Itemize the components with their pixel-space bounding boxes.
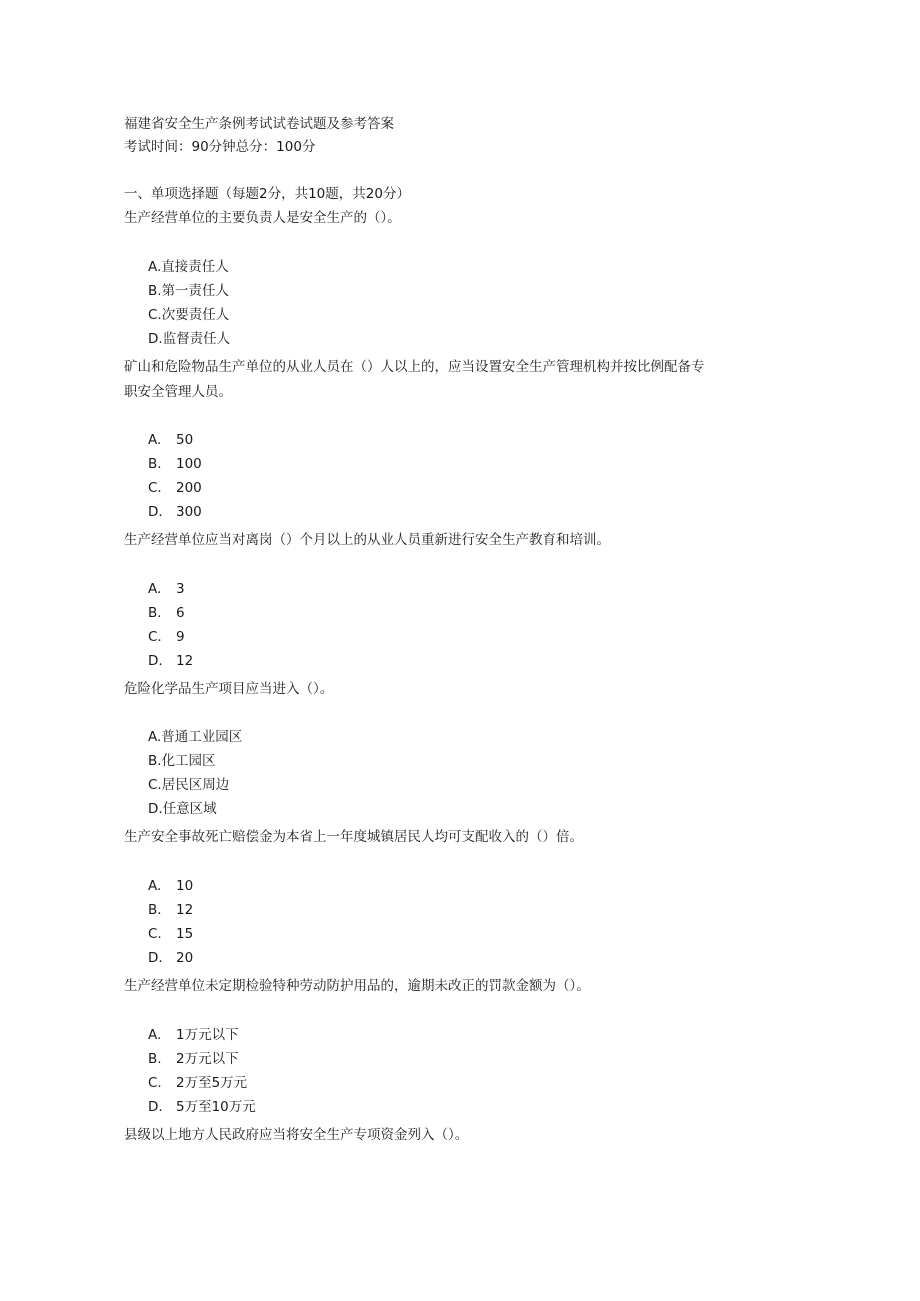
- option-b: [148, 751, 216, 771]
- option-letter: C.: [148, 307, 162, 323]
- option-letter: B.: [148, 753, 162, 769]
- option-text: 15: [176, 926, 194, 942]
- question-stem: 矿山和危险物品生产单位的从业人员在（）人以上的，应当设置安全生产管理机构并按比例配备专: [124, 359, 705, 375]
- option-b: [148, 281, 229, 301]
- option-b: [148, 603, 185, 623]
- option-a: [148, 257, 229, 277]
- option-text: 次要责任人: [161, 307, 230, 323]
- option-text: 2万至5万元: [176, 1075, 248, 1091]
- option-letter: C.: [148, 777, 162, 793]
- option-text: 6: [176, 605, 185, 621]
- question-stem-continuation: 职安全管理人员。: [124, 384, 232, 400]
- option-text: 居民区周边: [161, 777, 230, 793]
- option-d: [148, 799, 217, 819]
- option-letter: A.: [148, 432, 162, 448]
- option-d: [148, 1097, 256, 1117]
- option-text: 第一责任人: [161, 283, 230, 299]
- option-d: [148, 329, 230, 349]
- option-letter: A.: [148, 581, 162, 597]
- option-text: 12: [176, 902, 194, 918]
- option-text: 300: [176, 504, 202, 520]
- option-a: [148, 1025, 239, 1045]
- question-stem: 县级以上地方人民政府应当将安全生产专项资金列入（）。: [124, 1127, 469, 1143]
- option-letter: C.: [148, 629, 162, 645]
- option-c: [148, 924, 193, 944]
- option-text: 2万元以下: [176, 1051, 239, 1067]
- option-b: [148, 454, 202, 474]
- option-b: [148, 900, 193, 920]
- option-text: 直接责任人: [161, 259, 229, 275]
- option-c: [148, 775, 229, 795]
- question-stem: 生产经营单位的主要负责人是安全生产的（）。: [124, 210, 401, 226]
- option-c: [148, 478, 202, 498]
- option-letter: D.: [148, 331, 163, 347]
- option-letter: D.: [148, 801, 163, 817]
- option-letter: A.: [148, 259, 162, 275]
- option-letter: B.: [148, 283, 162, 299]
- option-text: 5万至10万元: [176, 1099, 256, 1115]
- option-text: 监督责任人: [162, 331, 231, 347]
- option-a: [148, 876, 193, 896]
- option-text: 10: [176, 878, 194, 894]
- option-text: 12: [176, 653, 194, 669]
- option-a: [148, 579, 185, 599]
- option-letter: C.: [148, 480, 162, 496]
- option-text: 100: [176, 456, 202, 472]
- option-letter: B.: [148, 1051, 162, 1067]
- option-letter: C.: [148, 926, 162, 942]
- option-letter: A.: [148, 878, 162, 894]
- option-text: 20: [176, 950, 194, 966]
- option-d: [148, 502, 202, 522]
- option-text: 任意区域: [162, 801, 217, 817]
- section-heading: 一、单项选择题（每题2分，共10题，共20分）: [124, 186, 410, 202]
- option-text: 化工园区: [161, 753, 216, 769]
- option-a: [148, 727, 242, 747]
- option-letter: D.: [148, 950, 163, 966]
- option-text: 3: [176, 581, 185, 597]
- option-text: 普通工业园区: [161, 729, 243, 745]
- option-a: [148, 430, 193, 450]
- option-letter: D.: [148, 504, 163, 520]
- question-stem: 生产经营单位未定期检验特种劳动防护用品的，逾期未改正的罚款金额为（）。: [124, 978, 590, 994]
- option-text: 9: [176, 629, 185, 645]
- option-letter: C.: [148, 1075, 162, 1091]
- option-text: 200: [176, 480, 202, 496]
- option-letter: A.: [148, 729, 162, 745]
- option-letter: D.: [148, 1099, 163, 1115]
- option-b: [148, 1049, 239, 1069]
- option-d: [148, 651, 193, 671]
- option-letter: B.: [148, 456, 162, 472]
- option-letter: B.: [148, 902, 162, 918]
- option-letter: A.: [148, 1027, 162, 1043]
- exam-info: 考试时间：90分钟总分：100分: [124, 139, 316, 155]
- option-c: [148, 305, 229, 325]
- option-text: 1万元以下: [176, 1027, 239, 1043]
- document-title: 福建省安全生产条例考试试卷试题及参考答案: [124, 116, 394, 132]
- option-letter: B.: [148, 605, 162, 621]
- option-d: [148, 948, 193, 968]
- option-text: 50: [176, 432, 194, 448]
- option-letter: D.: [148, 653, 163, 669]
- question-stem: 生产安全事故死亡赔偿金为本省上一年度城镇居民人均可支配收入的（）倍。: [124, 829, 583, 845]
- question-stem: 危险化学品生产项目应当进入（）。: [124, 681, 334, 697]
- question-stem: 生产经营单位应当对离岗（）个月以上的从业人员重新进行安全生产教育和培训。: [124, 532, 610, 548]
- option-c: [148, 1073, 247, 1093]
- option-c: [148, 627, 185, 647]
